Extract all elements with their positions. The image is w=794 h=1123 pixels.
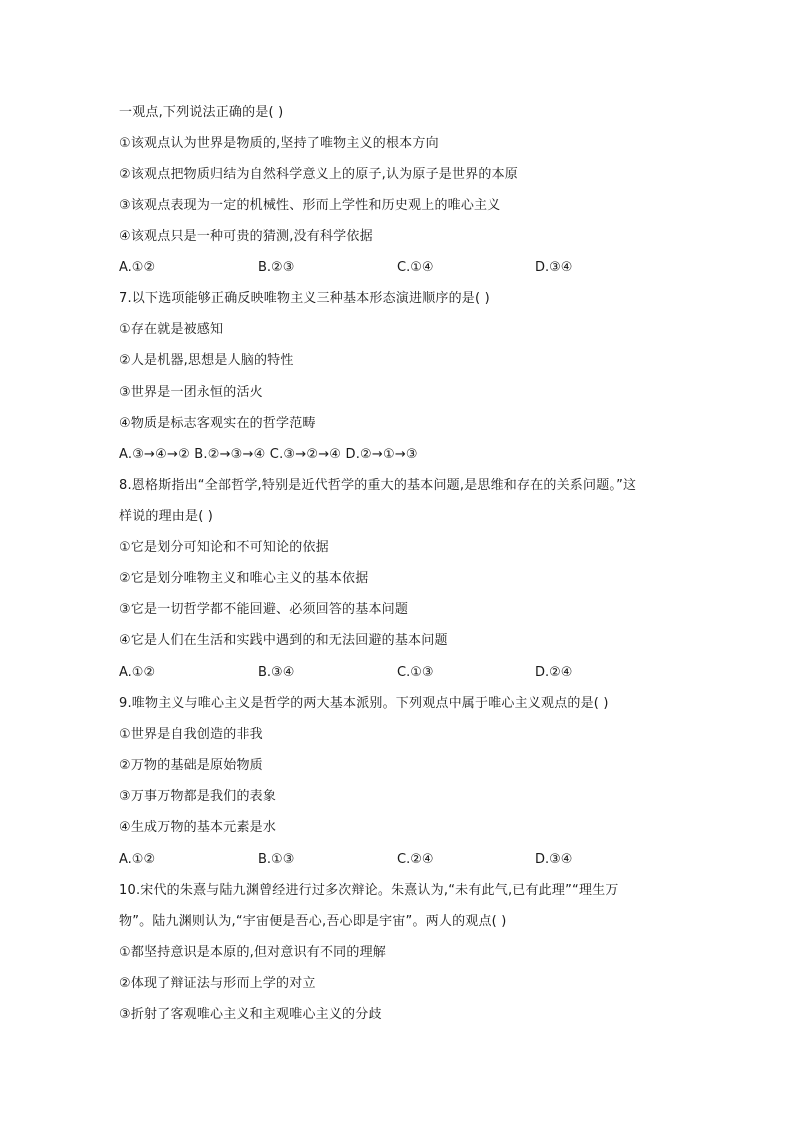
q8-item-4: ④它是人们在生活和实践中遇到的和无法回避的基本问题 xyxy=(119,633,448,648)
q10-stem-line-1: 10.宋代的朱熹与陆九渊曾经进行过多次辩论。朱熹认为,“未有此气,已有此理”“理生万 xyxy=(119,883,619,898)
q8-option-d: D.②④ xyxy=(535,665,573,680)
q10-stem-line-2: 物”。陆九渊则认为,“宇宙便是吾心,吾心即是宇宙”。两人的观点( ) xyxy=(119,914,507,929)
q8-stem-line-2: 样说的理由是( ) xyxy=(119,509,214,524)
q6-stem-tail: 一观点,下列说法正确的是( ) xyxy=(119,105,284,120)
q7-options: A.③→④→② B.②→③→④ C.③→②→④ D.②→①→③ xyxy=(119,447,418,462)
q9-option-d: D.③④ xyxy=(535,852,573,867)
q7-item-1: ①存在就是被感知 xyxy=(119,322,224,337)
q9-item-2: ②万物的基础是原始物质 xyxy=(119,758,263,773)
q6-item-1: ①该观点认为世界是物质的,坚持了唯物主义的根本方向 xyxy=(119,136,439,151)
q9-stem: 9.唯物主义与唯心主义是哲学的两大基本派别。下列观点中属于唯心主义观点的是( ) xyxy=(119,696,609,711)
q6-option-c: C.①④ xyxy=(397,260,434,275)
q9-item-1: ①世界是自我创造的非我 xyxy=(119,727,263,742)
q10-item-3: ③折射了客观唯心主义和主观唯心主义的分歧 xyxy=(119,1007,382,1022)
q10-item-2: ②体现了辩证法与形而上学的对立 xyxy=(119,976,316,991)
q9-option-a: A.①② xyxy=(119,852,156,867)
q6-option-b: B.②③ xyxy=(258,260,295,275)
q7-item-3: ③世界是一团永恒的活火 xyxy=(119,385,263,400)
q6-option-d: D.③④ xyxy=(535,260,573,275)
q8-option-a: A.①② xyxy=(119,665,156,680)
q6-item-4: ④该观点只是一种可贵的猜测,没有科学依据 xyxy=(119,229,373,244)
q9-item-3: ③万事万物都是我们的表象 xyxy=(119,789,277,804)
q8-stem-line-1: 8.恩格斯指出“全部哲学,特别是近代哲学的重大的基本问题,是思维和存在的关系问题。”这 xyxy=(119,478,637,493)
q10-item-1: ①都坚持意识是本原的,但对意识有不同的理解 xyxy=(119,945,386,960)
q6-item-2: ②该观点把物质归结为自然科学意义上的原子,认为原子是世界的本原 xyxy=(119,167,518,182)
q6-item-3: ③该观点表现为一定的机械性、形而上学性和历史观上的唯心主义 xyxy=(119,198,501,213)
q9-option-b: B.①③ xyxy=(258,852,295,867)
q8-item-1: ①它是划分可知论和不可知论的依据 xyxy=(119,540,329,555)
q7-item-2: ②人是机器,思想是人脑的特性 xyxy=(119,353,294,368)
q8-option-b: B.③④ xyxy=(258,665,295,680)
q6-option-a: A.①② xyxy=(119,260,156,275)
q9-option-c: C.②④ xyxy=(397,852,434,867)
q8-item-3: ③它是一切哲学都不能回避、必须回答的基本问题 xyxy=(119,602,409,617)
q8-item-2: ②它是划分唯物主义和唯心主义的基本依据 xyxy=(119,571,369,586)
q9-item-4: ④生成万物的基本元素是水 xyxy=(119,820,277,835)
q7-stem: 7.以下选项能够正确反映唯物主义三种基本形态演进顺序的是( ) xyxy=(119,291,490,306)
q8-option-c: C.①③ xyxy=(397,665,434,680)
q7-item-4: ④物质是标志客观实在的哲学范畴 xyxy=(119,416,316,431)
